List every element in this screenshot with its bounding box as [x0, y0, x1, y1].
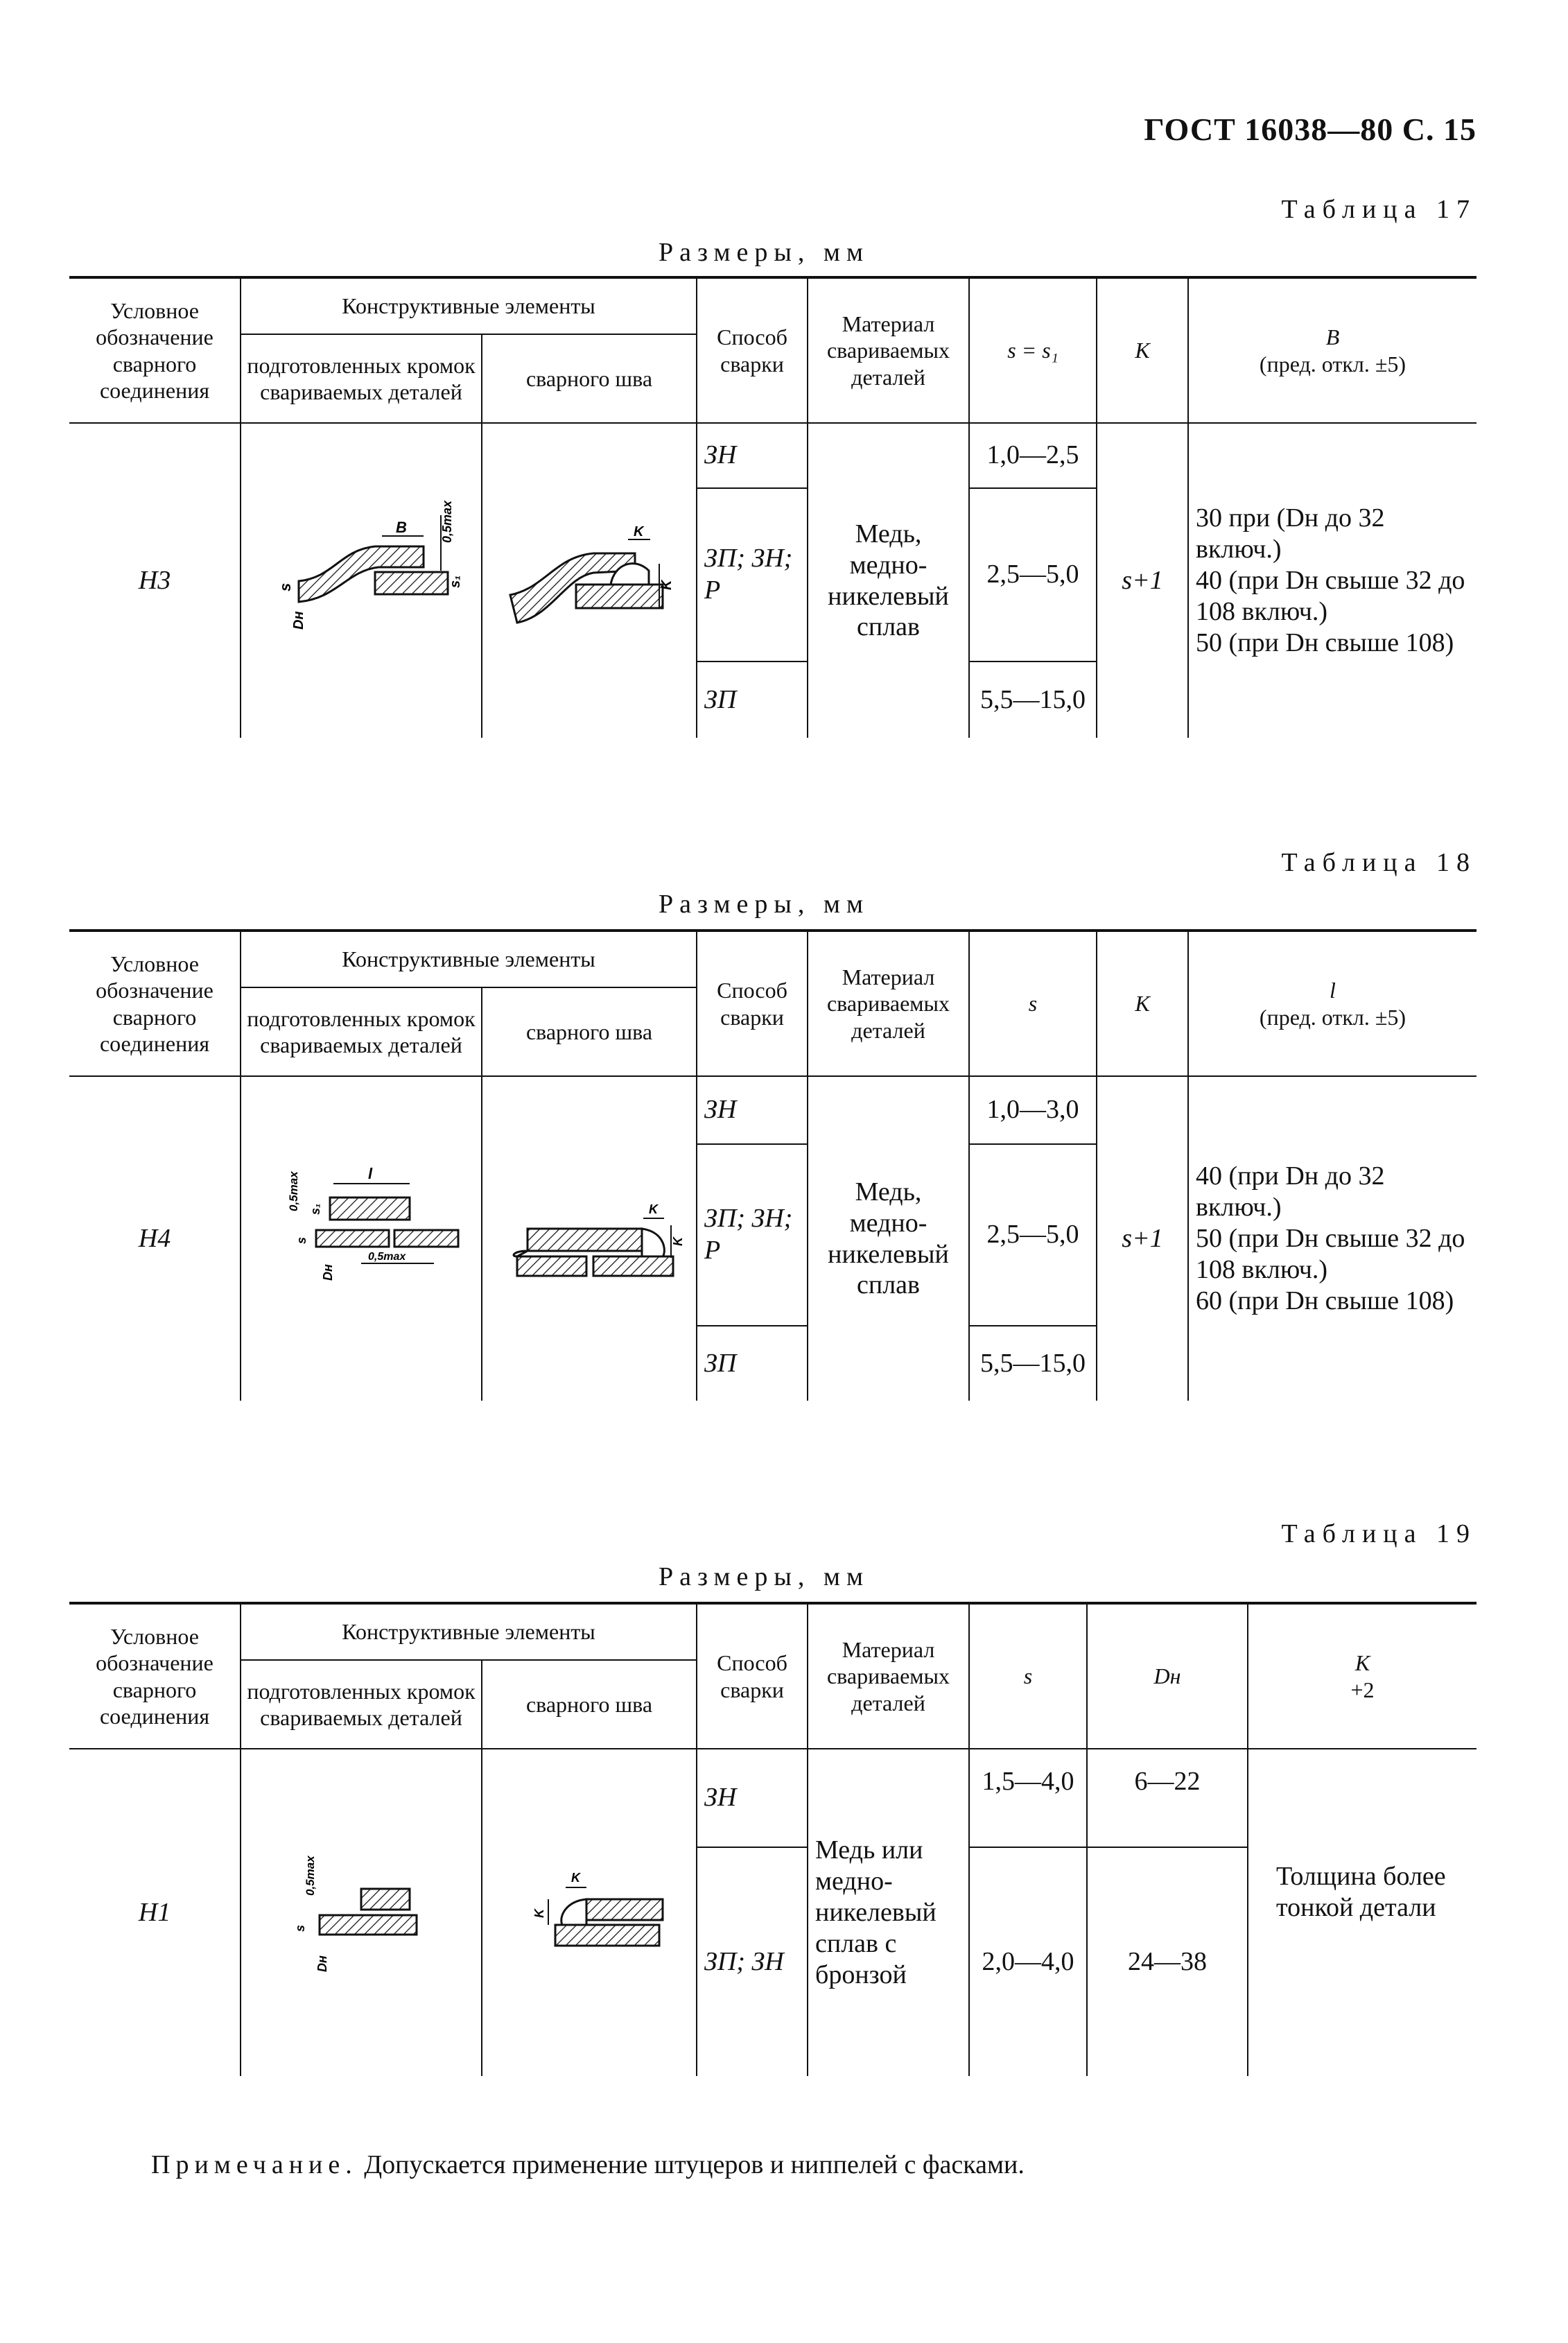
material-cell: Медь, медно-никелевый сплав [808, 1076, 969, 1401]
l-values-cell [1188, 1076, 1476, 1401]
header-k: K [1097, 277, 1188, 423]
thickness-row-1: 1,0—3,0 [969, 1076, 1097, 1144]
table-17-caption: Размеры, мм [659, 238, 870, 267]
header-b [1188, 277, 1476, 423]
b-line-3: 50 (при Dн свыше 108) [1196, 628, 1454, 657]
method-row-1: ЗН [697, 423, 808, 488]
header-thickness: s [969, 1603, 1087, 1749]
header-b-tolerance: (пред. откл. ±5) [1259, 351, 1406, 377]
header-weld: сварного шва [482, 1660, 697, 1749]
weld-drawing [489, 1132, 690, 1340]
label-dn: Dн [315, 1955, 329, 1973]
weld-drawing [489, 1806, 690, 2014]
method-row-1: ЗН [697, 1076, 808, 1144]
header-structural-elements: Конструктивные элементы [241, 277, 697, 334]
table-19 [69, 1602, 1476, 2076]
label-s1: s₁ [308, 1203, 322, 1216]
header-structural-elements: Конструктивные элементы [241, 1603, 697, 1660]
b-line-1: 30 при (Dн до 32 включ.) [1196, 503, 1385, 564]
table-18-number: Таблица 18 [1281, 848, 1476, 877]
method-row-2: ЗП; ЗН [697, 1847, 808, 2076]
label-gap: 0,5max [440, 501, 454, 544]
edges-drawing-cell [241, 1076, 482, 1401]
footnote-label: Примечание. [151, 2150, 358, 2179]
header-edges: подготовленных кромок свариваемых деталей [241, 1660, 482, 1749]
edges-drawing-cell [241, 1749, 482, 2076]
l-line-2: 50 (при Dн свыше 32 до 108 включ.) [1196, 1224, 1465, 1284]
header-thickness: s = s₁ [969, 277, 1097, 423]
k-cell: s+1 [1097, 1076, 1188, 1401]
table-19-caption: Размеры, мм [659, 1562, 870, 1591]
k-cell: s+1 [1097, 423, 1188, 738]
label-gap-bottom: 0,5max [368, 1251, 406, 1263]
label-k-top: K [571, 1871, 580, 1885]
header-structural-elements: Конструктивные элементы [241, 931, 697, 987]
header-method: Способ сварки [697, 1603, 808, 1749]
method-row-2: ЗП; ЗН; Р [697, 1144, 808, 1326]
weld-drawing-cell [482, 423, 697, 738]
header-designation: Условное обозначение сварного соединения [69, 931, 241, 1076]
header-l-tolerance: (пред. откл. ±5) [1259, 1004, 1406, 1030]
label-k-top: K [634, 524, 644, 540]
label-k-side: K [659, 580, 674, 591]
thickness-row-1: 1,0—2,5 [969, 423, 1097, 488]
edges-drawing [257, 1132, 465, 1340]
label-k-side: K [671, 1237, 685, 1247]
header-k-tolerance: +2 [1350, 1677, 1375, 1702]
label-gap: 0,5max [287, 1171, 300, 1212]
header-k: K [1097, 931, 1188, 1076]
header-thickness: s [969, 931, 1097, 1076]
label-s: s [277, 583, 294, 592]
label-k-top: K [649, 1202, 658, 1217]
thickness-row-1: 1,5—4,0 [969, 1749, 1087, 1847]
weld-drawing-cell [482, 1076, 697, 1401]
designation-cell: Н4 [69, 1076, 241, 1401]
label-b: B [396, 519, 407, 537]
k-text-cell: Толщина более тонкой детали [1248, 1749, 1476, 2076]
header-weld: сварного шва [482, 334, 697, 423]
label-dn: Dн [291, 611, 306, 630]
header-material: Материал свариваемых деталей [808, 931, 969, 1076]
method-row-1: ЗН [697, 1749, 808, 1847]
label-gap: 0,5max [304, 1856, 317, 1896]
header-l [1188, 931, 1476, 1076]
label-k-side: K [532, 1909, 546, 1919]
label-s: s [293, 1925, 307, 1933]
header-k [1248, 1603, 1476, 1749]
label-dn: Dн [321, 1264, 335, 1281]
header-b-symbol: B [1325, 325, 1340, 350]
header-dn: Dн [1087, 1603, 1248, 1749]
header-material: Материал свариваемых деталей [808, 1603, 969, 1749]
page-header: ГОСТ 16038—80 С. 15 [1144, 112, 1476, 147]
dn-row-1: 6—22 [1087, 1749, 1248, 1847]
thickness-row-3: 5,5—15,0 [969, 662, 1097, 738]
header-l-symbol: l [1330, 978, 1336, 1003]
thickness-row-2: 2,5—5,0 [969, 488, 1097, 662]
material-cell: Медь, медно-никелевый сплав [808, 423, 969, 738]
header-edges: подготовленных кромок свариваемых деталей [241, 334, 482, 423]
method-row-2: ЗП; ЗН; Р [697, 488, 808, 662]
thickness-row-2: 2,0—4,0 [969, 1847, 1087, 2076]
label-l: l [368, 1165, 373, 1183]
b-values-cell [1188, 423, 1476, 738]
footnote [151, 2150, 1025, 2180]
table-17 [69, 276, 1476, 738]
thickness-row-3: 5,5—15,0 [969, 1326, 1097, 1401]
method-row-3: ЗП [697, 1326, 808, 1401]
table-17-number: Таблица 17 [1281, 195, 1476, 224]
table-18-caption: Размеры, мм [659, 890, 870, 919]
weld-drawing [489, 474, 690, 682]
designation-cell: Н1 [69, 1749, 241, 2076]
method-row-3: ЗП [697, 662, 808, 738]
header-weld: сварного шва [482, 987, 697, 1076]
weld-drawing-cell [482, 1749, 697, 2076]
edges-drawing [257, 1806, 465, 2014]
footnote-text: Допускается применение штуцеров и ниппелей с фасками. [357, 2150, 1025, 2179]
header-method: Способ сварки [697, 931, 808, 1076]
edges-drawing [257, 474, 465, 682]
header-designation: Условное обозначение сварного соединения [69, 277, 241, 423]
material-cell: Медь или медно-никелевый сплав с бронзой [808, 1749, 969, 2076]
header-designation: Условное обозначение сварного соединения [69, 1603, 241, 1749]
thickness-row-2: 2,5—5,0 [969, 1144, 1097, 1326]
table-18 [69, 929, 1476, 1401]
label-s: s [295, 1237, 308, 1245]
designation-cell: Н3 [69, 423, 241, 738]
l-line-3: 60 (при Dн свыше 108) [1196, 1286, 1454, 1315]
l-line-1: 40 (при Dн до 32 включ.) [1196, 1161, 1385, 1222]
b-line-2: 40 (при Dн свыше 32 до 108 включ.) [1196, 566, 1465, 626]
header-edges: подготовленных кромок свариваемых деталей [241, 987, 482, 1076]
table-19-number: Таблица 19 [1281, 1519, 1476, 1548]
edges-drawing-cell [241, 423, 482, 738]
header-material: Материал свариваемых деталей [808, 277, 969, 423]
header-k-symbol: K [1354, 1650, 1370, 1676]
dn-row-2: 24—38 [1087, 1847, 1248, 2076]
header-method: Способ сварки [697, 277, 808, 423]
label-s1: s₁ [448, 576, 463, 589]
